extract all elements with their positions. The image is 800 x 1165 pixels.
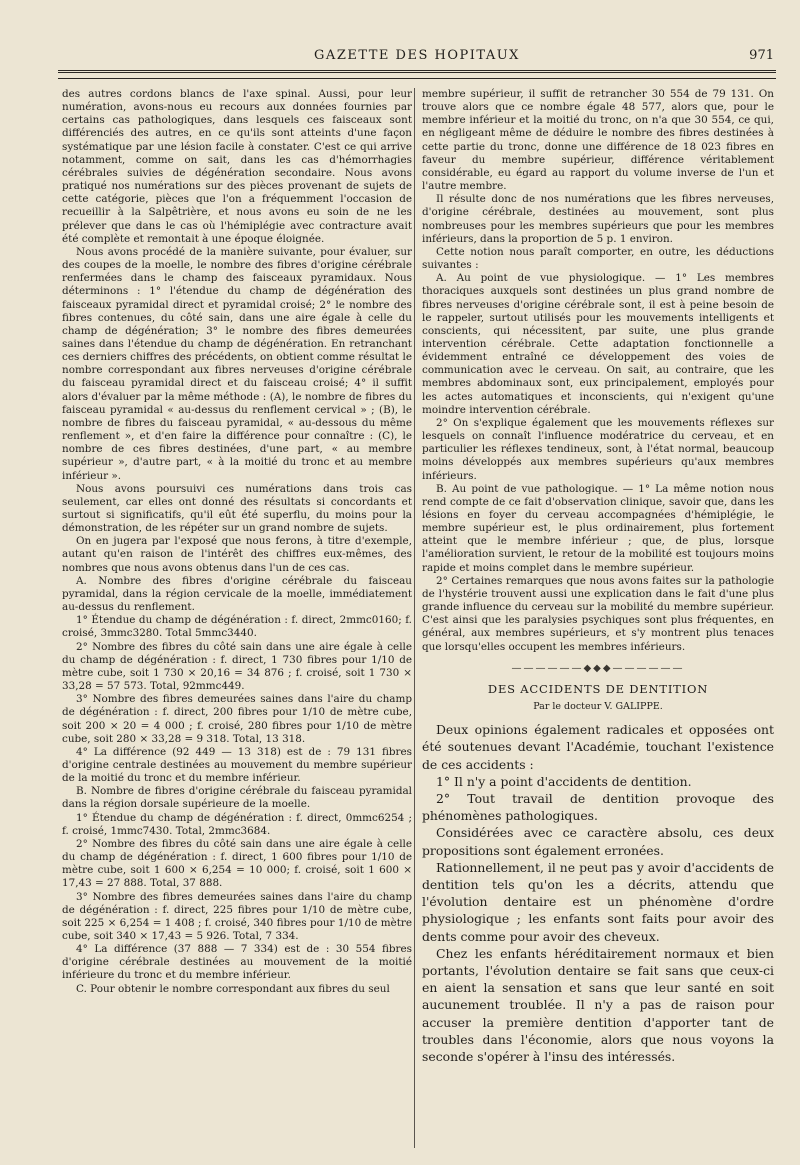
paragraph: Deux opinions également radicales et opposées ont été soutenues devant l'Académie, touchant l'existence de ces accidents : bbox=[422, 722, 774, 772]
paragraph: 1° Il n'y a point d'accidents de dentition. bbox=[436, 773, 692, 789]
left-column bbox=[62, 88, 412, 1153]
article-body bbox=[422, 721, 774, 1065]
paragraph: Cette notion nous paraît comporter, en outre, les déductions suivantes : bbox=[422, 245, 774, 272]
paragraph: 1° Étendue du champ de dégénération : f. direct, 2mmc0160; f. croisé, 3mmc3280. Total 5mmc3440. bbox=[62, 614, 412, 640]
paragraph: Il résulte donc de nos numérations que les fibres nerveuses, d'origine cérébrale, destinées au mouvement, sont plus nombreuses pour les membres supérieurs que pour les membres inférieurs, dans la proportion de 5 p. 1 environ. bbox=[422, 193, 774, 245]
paragraph: 1° Étendue du champ de dégénération : f. direct, 0mmc6254 ; f. croisé, 1mmc7430. Total, 2mmc3684. bbox=[62, 811, 412, 837]
paragraph: B. Nombre de fibres d'origine cérébrale du faisceau pyramidal dans la région dorsale supérieure de la moelle. bbox=[62, 785, 412, 811]
paragraph: A. Au point de vue physiologique. — 1° Les membres thoraciques auxquels sont destinées un plus grand nombre de fibres nerveuses d'origine cérébrale sont, il est à peine besoin de le rappeler, surtout utilisés pour les mouvements intelligents et conscients, qui nécessitent, par suite, une plus grande intervention cérébrale. Cette adaptation fonctionnelle a évidemment entraîné ce développement des voies de communication avec le cerveau. On sait, au contraire, que les membres abdominaux sont, eux principalement, employés pour les actes automatiques et inconscients, qui n'exigent qu'une moindre intervention cérébrale. bbox=[422, 272, 774, 416]
journal-title: GAZETTE DES HOPITAUX bbox=[314, 48, 520, 63]
paragraph: Nous avons procédé de la manière suivante, pour évaluer, sur des coupes de la moelle, le nombre des fibres d'origine cérébrale renfermées dans le champ des faisceaux pyramidaux. Nous déterminons : 1° l'étendue du champ de dégénération des faisceaux pyramidal direct et pyramidal croisé; 2° le nombre des fibres contenues, du côté sain, dans une aire égale à celle du champ de dégénération; 3° le nombre des fibres demeurées saines dans l'étendue du champ de dégénération. En retranchant ces derniers chiffres des précédents, on obtient comme résultat le nombre correspondant aux fibres nerveuses d'origine cérébrale du faisceau pyramidal direct et du faisceau croisé; 4° il suffit alors d'évaluer par la même méthode : (A), le nombre de fibres du faisceau pyramidal « au-dessus du renflement cervical » ; (B), le nombre de fibres du faisceau pyramidal, « au-dessous du même renflement », et d'en faire la différence pour connaître : (C), le nombre de ces fibres destinées, d'une part, « au membre supérieur », d'autre part, « à la moitié du tronc et au membre inférieur ». bbox=[62, 245, 412, 482]
paragraph: 2° Nombre des fibres du côté sain dans une aire égale à celle du champ de dégénération : f. direct, 1 600 fibres pour 1/10 de mètre cube, soit 1 600 × 6,254 = 10 000; f. croisé, soit 1 600 × 17,43 = 27 888. Total, 37 888. bbox=[62, 837, 412, 890]
paragraph: B. Au point de vue pathologique. — 1° La même notion nous rend compte de ce fait d'observation clinique, savoir que, dans les lésions en foyer du cerveau accompagnées d'hémiplégie, le membre supérieur est, le plus ordinairement, plus fortement atteint que le membre inférieur ; que, de plus, lorsque l'amélioration survient, le retour de la mobilité est toujours moins rapide et moins complet dans le membre supérieur. bbox=[422, 482, 774, 574]
paragraph: 2° Certaines remarques que nous avons faites sur la pathologie de l'hystérie trouvent aussi une explication dans le fait d'une plus grande influence du cerveau sur la mobilité du membre supérieur. C'est ainsi que les paralysies psychiques sont plus fréquentes, en général, aux membres supérieurs, et s'y montrent plus tenaces que lorsqu'elles occupent les membres inférieurs. bbox=[422, 574, 774, 653]
paragraph: 3° Nombre des fibres demeurées saines dans l'aire du champ de dégénération : f. direct, 200 fibres pour 1/10 de mètre cube, soit 200 × 20 = 4 000 ; f. croisé, 280 fibres pour 1/10 de mètre cube, soit 280 × 33,28 = 9 318. Total, 13 318. bbox=[62, 693, 412, 745]
paragraph: 4° La différence (92 449 — 13 318) est de : 79 131 fibres d'origine centrale destinées au mouvement du membre supérieur de la moitié du tronc et du membre inférieur. bbox=[62, 745, 412, 785]
paragraph: 4° La différence (37 888 — 7 334) est de : 30 554 fibres d'origine cérébrale destinées au mouvement de la moitié inférieure du tronc et du membre inférieur. bbox=[62, 943, 412, 982]
article-title: DES ACCIDENTS DE DENTITION bbox=[487, 681, 709, 696]
paragraph: A. Nombre des fibres d'origine cérébrale du faisceau pyramidal, dans la région cervicale de la moelle, immédiatement au-dessus du renflement. bbox=[62, 574, 412, 614]
paragraph: Nous avons poursuivi ces numérations dans trois cas seulement, car elles ont donné des résultats si concordants et surtout si significatifs, qu'il eût été superflu, du moins pour la démonstration, de les répéter sur un grand nombre de sujets. bbox=[62, 482, 412, 535]
paragraph: 2° Tout travail de dentition provoque des phénomènes pathologiques. bbox=[422, 791, 774, 824]
header-double-rule bbox=[58, 70, 776, 73]
paragraph: 2° Nombre des fibres du côté sain dans une aire égale à celle du champ de dégénération : f. direct, 1 730 fibres pour 1/10 de mètre cube, soit 1 730 × 20,16 = 34 876 ; f. croisé, soit 1 730 × 33,28 = 57 573. Total, 92mmc449. bbox=[62, 640, 412, 693]
paragraph: Considérées avec ce caractère absolu, ces deux propositions sont également erronées. bbox=[422, 825, 774, 858]
header-rule bbox=[58, 78, 776, 79]
paragraph: 2° On s'explique également que les mouvements réflexes sur lesquels on connaît l'influence modératrice du cerveau, et en particulier les réflexes tendineux, sont, à l'état normal, beaucoup moins développés aux membres supérieurs qu'aux membres inférieurs. bbox=[422, 416, 774, 482]
right-column bbox=[422, 88, 774, 1153]
paragraph: C. Pour obtenir le nombre correspondant aux fibres du seul bbox=[76, 982, 390, 995]
paragraph: On en jugera par l'exposé que nous ferons, à titre d'exemple, autant qu'en raison de l'intérêt des chiffres eux-mêmes, des nombres que nous avons obtenus dans l'un de ces cas. bbox=[62, 535, 412, 574]
page-header bbox=[58, 46, 776, 68]
paragraph: 3° Nombre des fibres demeurées saines dans l'aire du champ de dégénération : f. direct, 225 fibres pour 1/10 de mètre cube, soit 225 × 6,254 = 1 408 ; f. croisé, 340 fibres pour 1/10 de mètre cube, soit 340 × 17,43 = 5 926. Total, 7 334. bbox=[62, 890, 412, 942]
paragraph: membre supérieur, il suffit de retrancher 30 554 de 79 131. On trouve alors que ce nombre égale 48 577, alors que, pour le membre inférieur et la moitié du tronc, on n'a que 30 554, ce qui, en négligeant même de déduire le nombre des fibres destinées à cette partie du tronc, donne une différence de 18 023 fibres en faveur du membre supérieur, différence véritablement considérable, eu égard au rapport du volume inverse de l'un et l'autre membre. bbox=[422, 88, 774, 193]
article-byline: Par le docteur V. GALIPPE. bbox=[533, 701, 663, 713]
paragraph: Rationnellement, il ne peut pas y avoir d'accidents de dentition tels qu'on les a décrits, attendu que l'évolution dentaire est un phénomène d'ordre physiologique ; les enfants sont faits pour avoir des dents comme pour avoir des cheveux. bbox=[422, 859, 774, 944]
page-number: 971 bbox=[749, 48, 774, 63]
column-divider bbox=[414, 88, 415, 1148]
paragraph: Chez les enfants héréditairement normaux et bien portants, l'évolution dentaire se fait sans que ceux-ci en aient la sensation et sans que leur santé en soit aucunement troublée. Il n'y a pas de raison pour accuser la première dentition d'apporter tant de troubles dans l'économie, alors que nous voyons la seconde s'opérer à l'insu des intéressés. bbox=[422, 945, 774, 1065]
paragraph: des autres cordons blancs de l'axe spinal. Aussi, pour leur numération, avons-nous eu recours aux données fournies par certains cas pathologiques, dans lesquels ces faisceaux sont différenciés des autres, en ce qu'ils sont atteints d'une façon systématique par une lésion facile à constater. C'est ce qui arrive notamment, comme on sait, dans les cas d'hémorrhagies cérébrales suivies de dégénération secondaire. Nous avons pratiqué nos numérations sur des pièces provenant de sujets de cette catégorie, pièces que l'on a fréquemment l'occasion de recueillir à la Salpêtrière, et nous avons eu soin de ne les prélever que dans le cas où l'hémiplégie avec contracture avait été complète et remontait à une époque éloignée. bbox=[62, 88, 412, 245]
section-ornament: ——————◆◆◆—————— bbox=[511, 662, 685, 674]
